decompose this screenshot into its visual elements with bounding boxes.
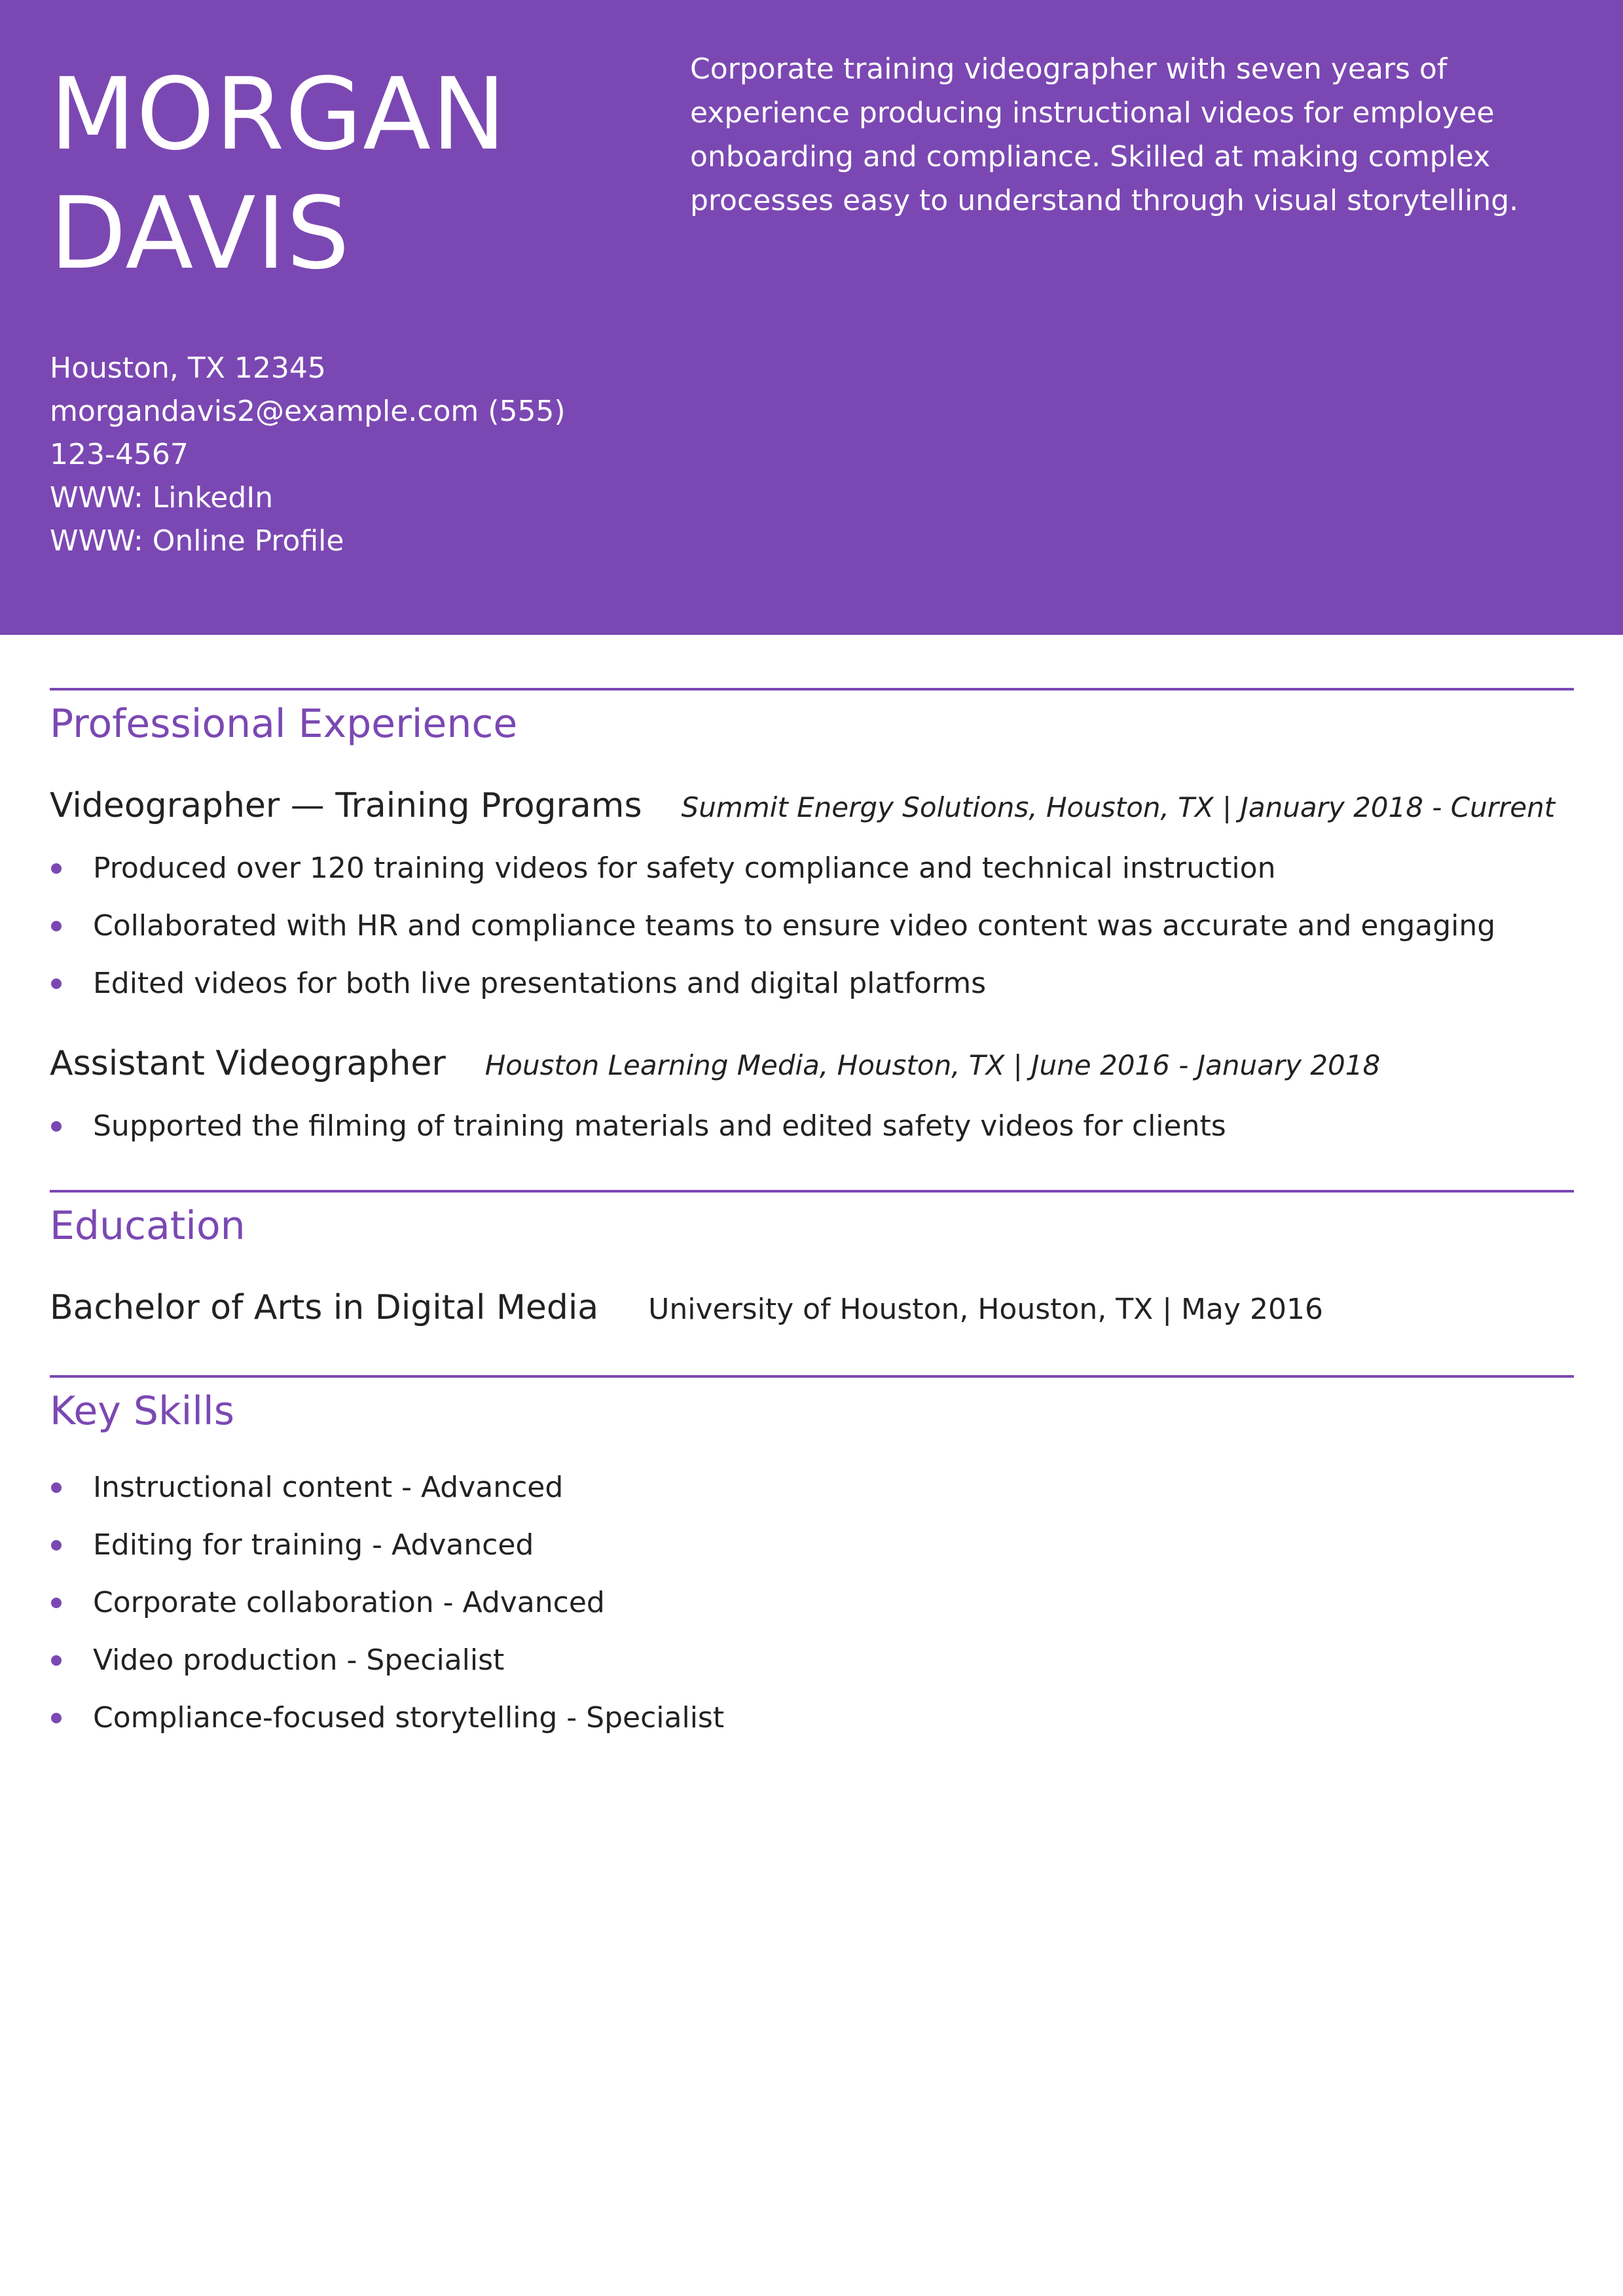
list-item [50,1459,1575,1516]
header-band [0,0,1623,635]
bullet-dot-icon [51,1655,62,1666]
skill-text: Compliance-focused storytelling - Specialist [93,1701,725,1734]
skill-text: Instructional content - Advanced [93,1471,564,1504]
bullet-text: Supported the filming of training materials and edited safety videos for clients [93,1109,1226,1143]
job-2-bullet-list [50,1098,1575,1155]
list-item [50,955,1575,1013]
bullet-text: Collaborated with HR and compliance teams to ensure video content was accurate and engaging [93,909,1496,942]
bullet-dot-icon [51,1540,62,1551]
bullet-dot-icon [51,921,62,931]
education-entry [50,1285,1575,1333]
candidate-name [50,55,626,293]
name-last: DAVIS [50,175,350,291]
skills-divider [50,1375,1574,1378]
bullet-dot-icon [51,978,62,989]
list-item [50,840,1575,897]
degree-title: Bachelor of Arts in Digital Media [50,1288,599,1327]
contact-block [50,347,574,563]
school-dates: University of Houston, Houston, TX | May 2016 [648,1293,1323,1326]
list-item [50,1516,1575,1574]
bullet-dot-icon [51,1121,62,1132]
professional-summary: Corporate training videographer with seven years of experience producing instructional videos for employee onboarding and compliance. Skilled at making complex processes easy to understand through visual storytelling. [690,52,1519,217]
bullet-text: Edited videos for both live presentations and digital platforms [93,967,987,1000]
bullet-dot-icon [51,863,62,874]
job-header-2 [50,1041,1575,1088]
bullet-text: Produced over 120 training videos for safety compliance and technical instruction [93,852,1276,885]
contact-email[interactable]: morgandavis2@example.com (555) [50,395,566,428]
list-item [50,1574,1575,1632]
contact-linkedin-link[interactable]: WWW: LinkedIn [50,481,274,514]
skill-text: Video production - Specialist [93,1643,505,1677]
education-divider [50,1190,1574,1193]
skills-list [50,1459,1575,1747]
job-title: Videographer — Training Programs [50,786,642,825]
experience-heading: Professional Experience [50,701,518,747]
job-company-dates: Summit Energy Solutions, Houston, TX | January 2018 - Current [681,791,1556,823]
skills-heading: Key Skills [50,1388,234,1434]
bullet-dot-icon [51,1482,62,1493]
list-item [50,897,1575,955]
job-title: Assistant Videographer [50,1044,446,1083]
contact-address: Houston, TX 12345 [50,351,326,385]
job-company-dates: Houston Learning Media, Houston, TX | June 2016 - January 2018 [484,1049,1381,1081]
bullet-dot-icon [51,1598,62,1608]
name-first: MORGAN [50,56,507,172]
job-1-bullet-list [50,840,1575,1013]
experience-divider [50,688,1574,691]
contact-profile-link[interactable]: WWW: Online Profile [50,524,344,558]
list-item [50,1689,1575,1747]
list-item [50,1098,1575,1155]
contact-phone: 123-4567 [50,438,189,471]
skill-text: Corporate collaboration - Advanced [93,1586,605,1619]
job-header-1 [50,783,1575,831]
bullet-dot-icon [51,1713,62,1723]
education-heading: Education [50,1203,246,1249]
skill-text: Editing for training - Advanced [93,1528,534,1562]
list-item [50,1632,1575,1689]
